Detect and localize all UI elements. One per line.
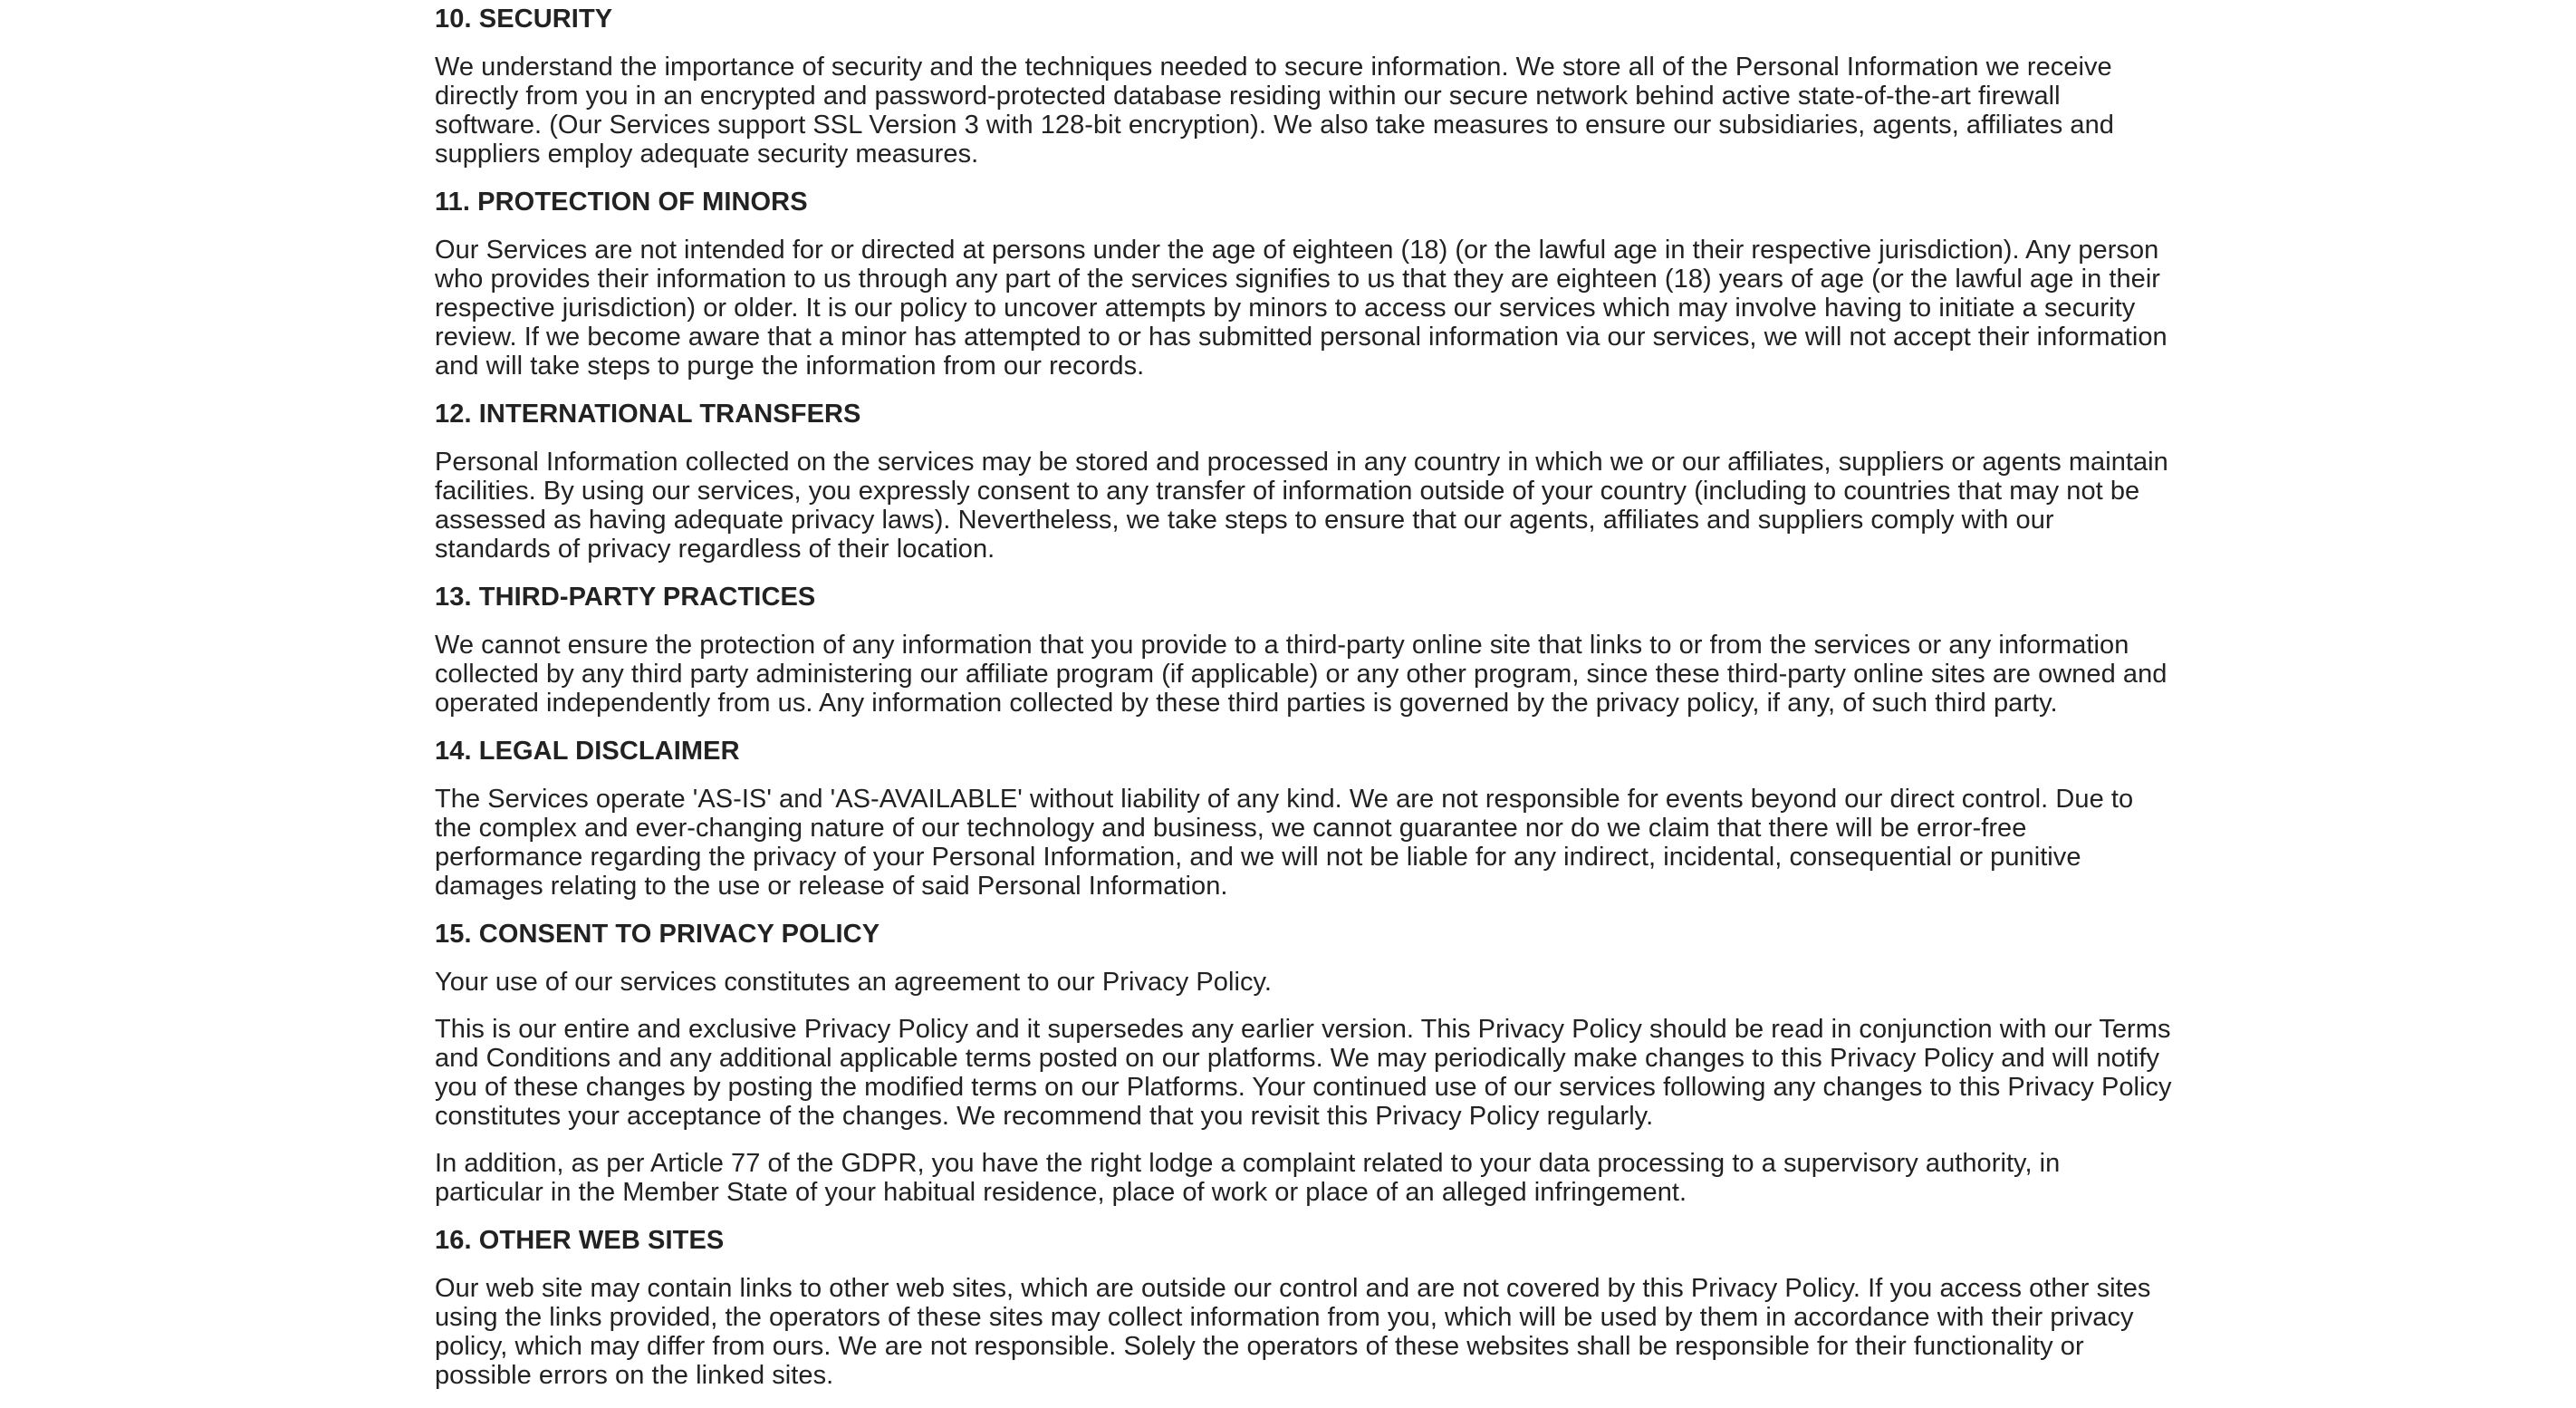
section-paragraph: This is our entire and exclusive Privacy Policy and it supersedes any earlier version. This Privacy Policy should be read in conjunction with our Terms and Conditions and any additional applicable terms posted on our platforms. We may periodically make changes to this Privacy Policy and will notify you of these changes by posting the modified terms on our Platforms. Your continued use of our services following any changes to this Privacy Policy constitutes your acceptance of the changes. We recommend that you revisit this Privacy Policy regularly. bbox=[435, 1015, 2172, 1131]
section-paragraph: Personal Information collected on the services may be stored and processed in any country in which we or our affiliates, suppliers or agents maintain facilities. By using our services, you expressly consent to any transfer of information outside of your country (including to countries that may not be assessed as having adequate privacy laws). Nevertheless, we take steps to ensure that our agents, affiliates and suppliers comply with our standards of privacy regardless of their location. bbox=[435, 448, 2168, 564]
section-paragraph: The Services operate 'AS-IS' and 'AS-AVAILABLE' without liability of any kind. We are not responsible for events beyond our direct control. Due to the complex and ever-changing nature of our technology and business, we cannot guarantee nor do we claim that there will be error-free performance regarding the privacy of your Personal Information, and we will not be liable for any indirect, incidental, consequential or punitive damages relating to the use or release of said Personal Information. bbox=[435, 785, 2134, 901]
section-paragraph: Your use of our services constitutes an agreement to our Privacy Policy. bbox=[435, 968, 1272, 997]
section-title-third-party-practices: 13. THIRD-PARTY PRACTICES bbox=[435, 583, 816, 612]
section-paragraph: We cannot ensure the protection of any information that you provide to a third-party online site that links to or from the services or any information collected by any third party administering our affiliate program (if applicable) or any other program, since these third-party online sites are owned and operated independently from us. Any information collected by these third parties is governed by the privacy policy, if any, of such third party. bbox=[435, 631, 2167, 718]
privacy-policy-document bbox=[435, 4, 2174, 1408]
section-paragraph: Our web site may contain links to other web sites, which are outside our control and are not covered by this Privacy Policy. If you access other sites using the links provided, the operators of these sites may collect information from you, which will be used by them in accordance with their privacy policy, which may differ from ours. We are not responsible. Solely the operators of these websites shall be responsible for their functionality or possible errors on the linked sites. bbox=[435, 1274, 2151, 1390]
section-paragraph: Our Services are not intended for or directed at persons under the age of eighteen (18) (or the lawful age in their respective jurisdiction). Any person who provides their information to us through any part of the services signifies to us that they are eighteen (18) years of age (or the lawful age in their respective jurisdiction) or older. It is our policy to uncover attempts by minors to access our services which may involve having to initiate a security review. If we become aware that a minor has attempted to or has submitted personal information via our services, we will not accept their information and will take steps to purge the information from our records. bbox=[435, 236, 2167, 381]
section-paragraph: In addition, as per Article 77 of the GDPR, you have the right lodge a complaint related to your data processing to a supervisory authority, in particular in the Member State of your habitual residence, place of work or place of an alleged infringement. bbox=[435, 1149, 2061, 1207]
section-title-legal-disclaimer: 14. LEGAL DISCLAIMER bbox=[435, 737, 740, 766]
section-title-consent-to-privacy-policy: 15. CONSENT TO PRIVACY POLICY bbox=[435, 920, 880, 949]
section-title-security: 10. SECURITY bbox=[435, 5, 613, 34]
section-title-international-transfers: 12. INTERNATIONAL TRANSFERS bbox=[435, 400, 861, 429]
section-title-protection-of-minors: 11. PROTECTION OF MINORS bbox=[435, 188, 808, 217]
section-title-other-web-sites: 16. OTHER WEB SITES bbox=[435, 1226, 725, 1255]
section-paragraph: We understand the importance of security and the techniques needed to secure information. We store all of the Personal Information we receive directly from you in an encrypted and password-protected database residing within our secure network behind active state-of-the-art firewall software. (Our Services support SSL Version 3 with 128-bit encryption). We also take measures to ensure our subsidiaries, agents, affiliates and suppliers employ adequate security measures. bbox=[435, 53, 2114, 169]
